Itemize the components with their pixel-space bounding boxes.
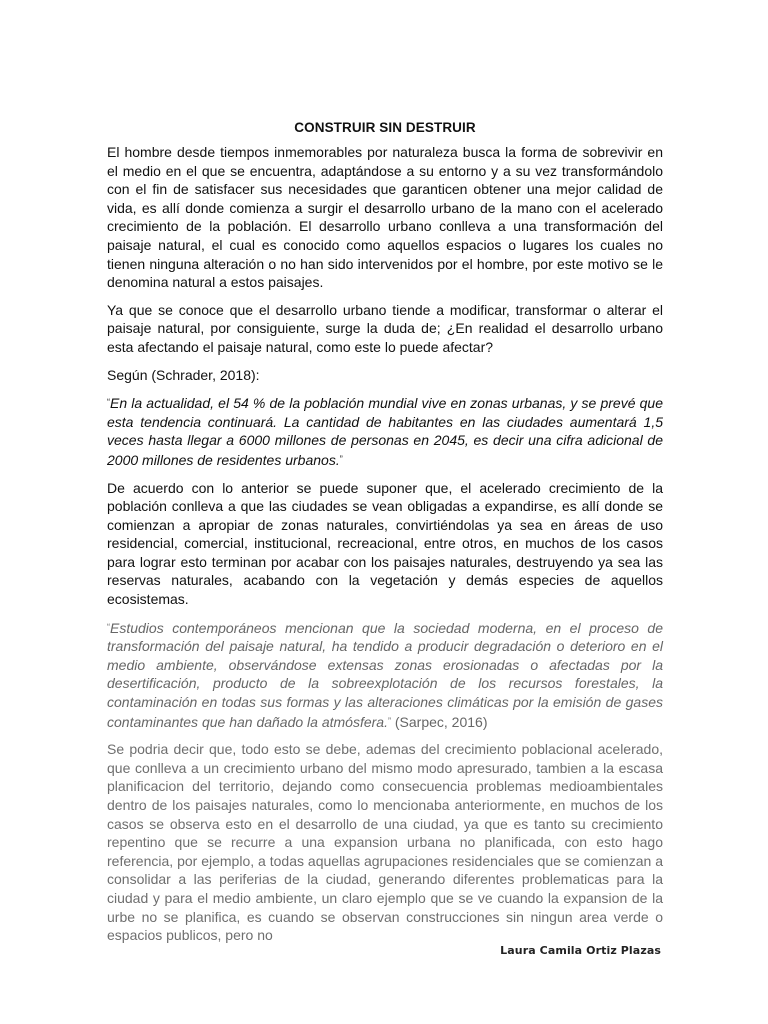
quote-close-mark: ”	[339, 453, 343, 464]
conclusion-paragraph: Se podria decir que, todo esto se debe, ademas del crecimiento poblacional acelerado, que conlleva a un crecimiento urbano del mismo modo apresurado, tambien a la escasa planificacion del territorio, dejando como consecuencia problemas medioambientales dentro de los paisajes naturales, como lo mencionaba anteriormente, en muchos de los casos se observa esto en el desarrollo de una ciudad, ya que es tanto su crecimiento repentino que se recurre a una expansion urbana no planificada, con esto hago referencia, por ejemplo, a todas aquellas agrupaciones residenciales que se comienzan a consolidar a las periferias de la ciudad, generando diferentes problematicas para la ciudad y para el medio ambiente, un claro ejemplo que se ve cuando la expansion de la urbe no se planifica, es cuando se observan construcciones sin ningun area verde o espacios publicos, pero no	[107, 741, 663, 944]
citation-intro: Según (Schrader, 2018):	[107, 366, 260, 383]
quote-text: Estudios contemporáneos mencionan que la sociedad moderna, en el proceso de transformación del paisaje natural, ha tendido a producir degradación o deterioro en el medio ambiente, observándose extensas zonas erosionadas o afectadas por la desertificación, producto de la sobreexplotación de los recursos forestales, la contaminación en todas sus formas y las alteraciones climáticas por la emisión de gases contaminantes que han dañado la atmósfera.	[107, 619, 663, 730]
quote-close-mark: ”	[387, 715, 391, 726]
author-footer: Laura Camila Ortiz Plazas	[500, 944, 661, 957]
quote-text: En la actualidad, el 54 % de la población mundial vive en zonas urbanas, y se prevé que esta tendencia continuará. La cantidad de habitantes en las ciudades aumentará 1,5 veces hasta llegar a 6000 millones de personas en 2045, es decir una cifra adicional de 2000 millones de residentes urbanos.	[107, 395, 663, 468]
quote-citation: (Sarpec, 2016)	[390, 713, 488, 730]
document-page	[107, 120, 663, 954]
quote-open-mark: “	[107, 397, 110, 408]
block-quote-sarpec	[107, 618, 663, 732]
page-title: CONSTRUIR SIN DESTRUIR	[294, 120, 476, 135]
intro-paragraph: El hombre desde tiempos inmemorables por naturaleza busca la forma de sobrevivir en el medio en el que se encuentra, adaptándose a su entorno y a su vez transformándolo con el fin de satisfacer sus necesidades que garanticen obtener una mejor calidad de vida, es allí donde comienza a surgir el desarrollo urbano de la mano con el acelerado crecimiento de la población. El desarrollo urbano conlleva a una transformación del paisaje natural, el cual es conocido como aquellos espacios o lugares los cuales no tienen ninguna alteración o no han sido intervenidos por el hombre, por este motivo se le denomina natural a estos paisajes.	[107, 144, 663, 291]
quote-open-mark: “	[107, 621, 110, 632]
block-quote-schrader	[107, 393, 663, 469]
question-paragraph: Ya que se conoce que el desarrollo urbano tiende a modificar, transformar o alterar el paisaje natural, por consiguiente, surge la duda de; ¿En realidad el desarrollo urbano esta afectando el paisaje natural, como este lo puede afectar?	[107, 301, 663, 355]
analysis-paragraph: De acuerdo con lo anterior se puede suponer que, el acelerado crecimiento de la población conlleva a que las ciudades se vean obligadas a expandirse, es allí donde se comienzan a apropiar de zonas naturales, convirtiéndolas ya sea en áreas de uso residencial, comercial, institucional, recreacional, entre otros, en muchos de los casos para lograr esto terminan por acabar con los paisajes naturales, destruyendo ya sea las reservas naturales, acabando con la vegetación y demás especies de aquellos ecosistemas.	[107, 479, 663, 608]
